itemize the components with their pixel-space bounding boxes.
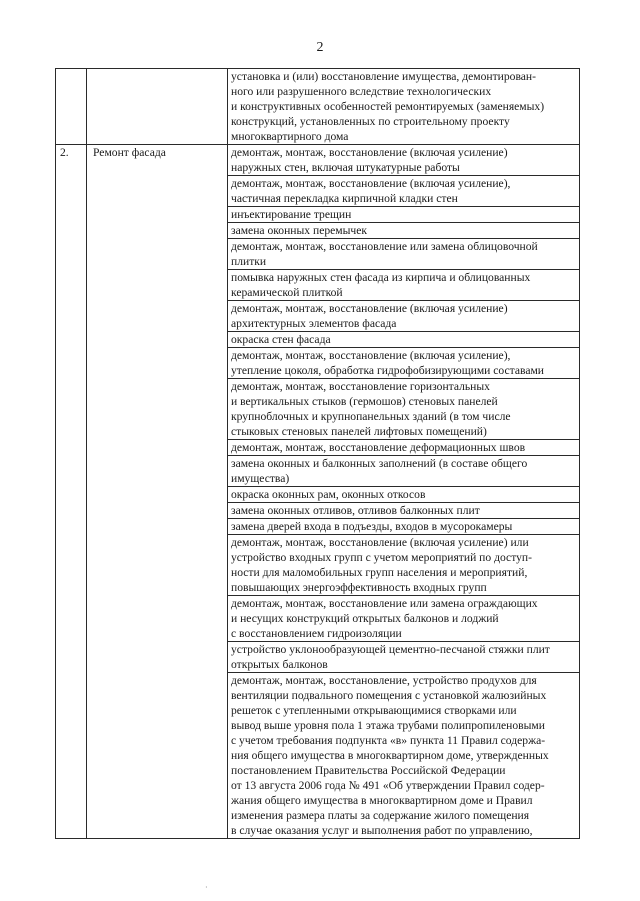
work-item-line: имущества) [231,472,290,485]
scan-speck: · [205,883,208,892]
work-item-line: демонтаж, монтаж, восстановление или замена облицовочной [231,240,538,253]
work-item-line: замена оконных отливов, отливов балконных плит [231,504,480,517]
work-item [227,487,580,503]
work-item-line: демонтаж, монтаж, восстановление или замена ограждающих [231,597,538,610]
work-item-line: утепление цоколя, обработка гидрофобизирующими составами [231,364,545,377]
work-item [227,301,580,332]
work-item-line: устройство входных групп с учетом мероприятий по доступ- [231,551,532,564]
work-item [227,270,580,301]
work-item-line: демонтаж, монтаж, восстановление (включая усиление), [231,177,511,190]
work-item-line: жания общего имущества в многоквартирном доме и Правил [231,794,533,807]
page-number: 2 [316,40,324,55]
work-item [227,440,580,456]
work-item [227,69,580,144]
work-item [227,379,580,440]
work-item [227,456,580,487]
row-number-cell [56,69,87,145]
work-item [227,535,580,596]
work-item-line: и конструктивных особенностей ремонтируемых (заменяемых) [231,100,545,113]
work-item-line: и несущих конструкций открытых балконов и лоджий [231,612,499,625]
work-item-line: окраска оконных рам, оконных откосов [231,488,426,501]
work-item [227,503,580,519]
row-works-cell [228,145,580,839]
work-item-line: демонтаж, монтаж, восстановление деформационных швов [231,441,526,454]
work-item-line: замена дверей входа в подъезды, входов в мусорокамеры [231,520,513,533]
work-item-line: ности для маломобильных групп населения и мероприятий, [231,566,528,579]
work-item-line: крупноблочных и крупнопанельных зданий (в том числе [231,410,511,423]
work-item-line: стыковых стеновых панелей лифтовых помещений) [231,425,487,438]
work-items-list [228,145,579,838]
work-item-line: плитки [231,255,267,268]
work-item [227,348,580,379]
work-item-line: в случае оказания услуг и выполнения работ по управлению, [231,824,533,837]
work-item-line: установка и (или) восстановление имущества, демонтирован- [231,70,536,83]
row-number-cell: 2. [56,145,87,839]
work-item-line: с учетом требования подпункта «в» пункта 11 Правил содержа- [231,734,546,747]
work-items-list [228,69,579,144]
work-item-line: демонтаж, монтаж, восстановление горизонтальных [231,380,490,393]
work-item-line: с восстановлением гидроизоляции [231,627,402,640]
work-item-line: архитектурных элементов фасада [231,317,397,330]
row-category-cell [87,69,228,145]
work-item-line: устройство уклонообразующей цементно-песчаной стяжки плит [231,643,550,656]
work-item [227,596,580,642]
work-item-line: постановлением Правительства Российской Федерации [231,764,506,777]
work-item-line: демонтаж, монтаж, восстановление (включая усиление), [231,349,511,362]
work-item [227,332,580,348]
table-row-facade-repair [56,145,580,839]
work-item-line: и вертикальных стыков (гермошов) стеновых панелей [231,395,498,408]
works-table [55,68,580,839]
work-item-line: ния общего имущества в многоквартирном доме, утвержденных [231,749,549,762]
work-item-line: вентиляции подвального помещения с установкой жалюзийных [231,689,547,702]
work-item-line: изменения размера платы за содержание жилого помещения [231,809,530,822]
work-item-line: от 13 августа 2006 года № 491 «Об утверждении Правил содер- [231,779,545,792]
work-item-line: демонтаж, монтаж, восстановление (включая усиление) [231,302,508,315]
work-item-line: ного или разрушенного вследствие технологических [231,85,492,98]
work-item-line: инъектирование трещин [231,208,352,221]
work-item [227,519,580,535]
work-item [227,207,580,223]
work-item-line: демонтаж, монтаж, восстановление, устройство продухов для [231,674,537,687]
work-item-line: замена оконных перемычек [231,224,368,237]
work-item-line: окраска стен фасада [231,333,331,346]
work-item-line: вывод выше уровня пола 1 этажа трубами полипропиленовыми [231,719,545,732]
work-item-line: многоквартирного дома [231,130,349,143]
work-item-line: наружных стен, включая штукатурные работы [231,161,460,174]
work-item [227,145,580,176]
work-item-line: демонтаж, монтаж, восстановление (включая усиление) или [231,536,529,549]
work-item-line: частичная перекладка кирпичной кладки стен [231,192,458,205]
work-item-line: открытых балконов [231,658,328,671]
work-item [227,223,580,239]
work-item-line: конструкций, установленных по строительному проекту [231,115,510,128]
work-item-line: помывка наружных стен фасада из кирпича и облицованных [231,271,531,284]
work-item-line: керамической плиткой [231,286,343,299]
table-row-continued [56,69,580,145]
work-item [227,642,580,673]
work-item-line: демонтаж, монтаж, восстановление (включая усиление) [231,146,508,159]
row-category-cell: Ремонт фасада [87,145,228,839]
work-item [227,176,580,207]
work-item-line: повышающих энергоэффективность входных групп [231,581,487,594]
row-works-cell [228,69,580,145]
work-item [227,673,580,838]
work-item [227,239,580,270]
work-item-line: решеток с утепленными открывающимися створками или [231,704,517,717]
work-item-line: замена оконных и балконных заполнений (в составе общего [231,457,528,470]
